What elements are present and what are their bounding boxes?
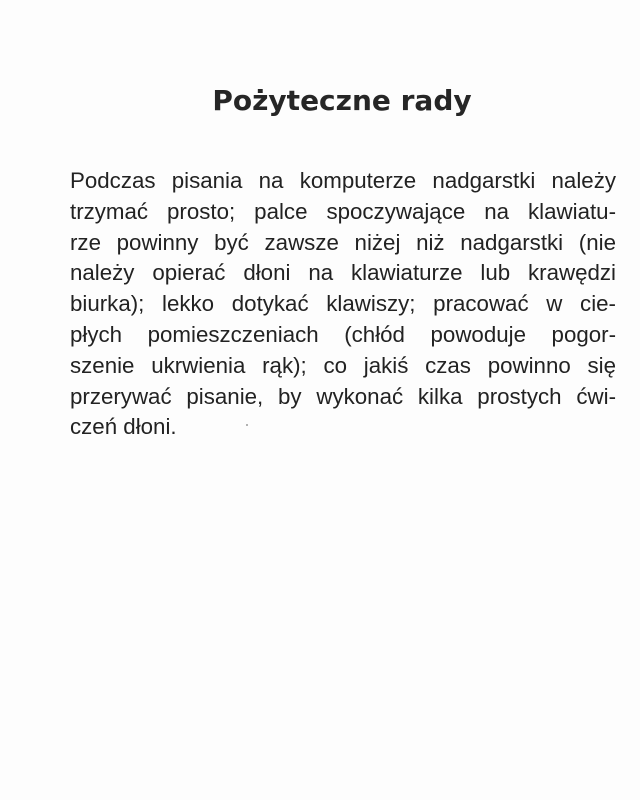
- scan-speck: [246, 424, 248, 426]
- paragraph-line: szenie ukrwienia rąk); co jakiś czas powinno się: [70, 352, 616, 378]
- paragraph-line: czeń dłoni.: [70, 414, 177, 440]
- page-title: Pożyteczne rady: [212, 84, 472, 117]
- paragraph-line: rze powinny być zawsze niżej niż nadgarstki (nie: [70, 229, 616, 255]
- paragraph-line: trzymać prosto; palce spoczywające na klawiatu-: [70, 198, 616, 224]
- paragraph-line: należy opierać dłoni na klawiaturze lub krawędzi: [70, 260, 616, 286]
- paragraph-line: płych pomieszczeniach (chłód powoduje pogor-: [70, 321, 616, 347]
- paragraph-line: przerywać pisanie, by wykonać kilka prostych ćwi-: [70, 383, 616, 409]
- paragraph-line: Podczas pisania na komputerze nadgarstki należy: [70, 168, 616, 193]
- advice-paragraph: [70, 166, 616, 443]
- paragraph-line: biurka); lekko dotykać klawiszy; pracować w cie-: [70, 291, 616, 317]
